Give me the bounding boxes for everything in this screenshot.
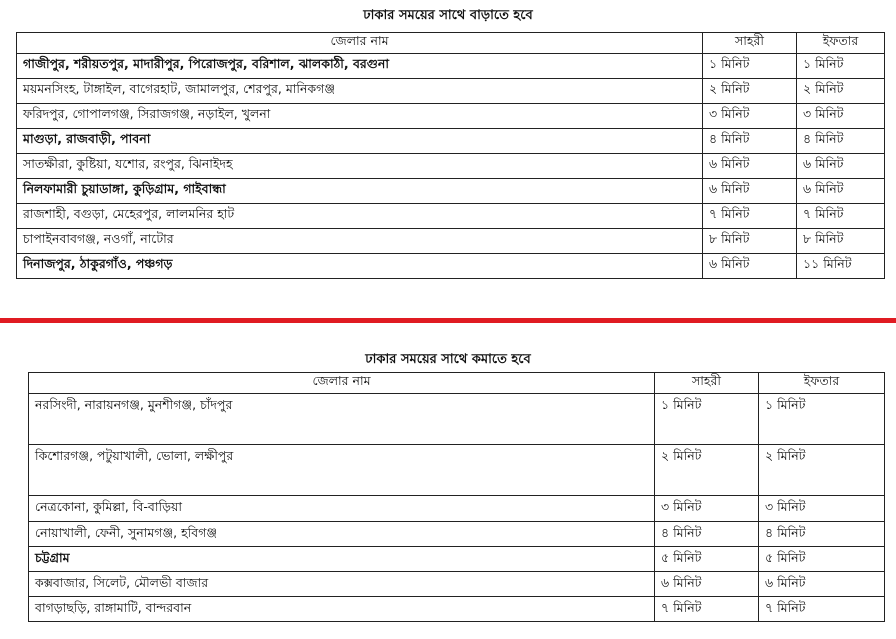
sahri-cell: ৭ মিনিট <box>655 597 759 622</box>
district-cell: নেত্রকোনা, কুমিল্লা, বি-বাড়িয়া <box>29 496 655 522</box>
iftar-cell: ৪ মিনিট <box>797 129 885 154</box>
district-cell: সাতক্ষীরা, কুষ্টিয়া, যশোর, রংপুর, ঝিনাইদহ <box>17 154 703 179</box>
iftar-cell: ৬ মিনিট <box>797 179 885 204</box>
district-cell: মাগুড়া, রাজবাড়ী, পাবনা <box>17 129 703 154</box>
table2-title: ঢাকার সময়ের সাথে কমাতে হবে <box>365 352 531 367</box>
iftar-cell: ৫ মিনিট <box>759 547 885 572</box>
section-divider <box>0 318 896 323</box>
iftar-cell: ২ মিনিট <box>759 445 885 496</box>
table-row <box>17 204 885 229</box>
iftar-cell: ৩ মিনিট <box>759 496 885 522</box>
table-row <box>17 54 885 79</box>
iftar-cell: ৪ মিনিট <box>759 522 885 547</box>
header-district: জেলার নাম <box>17 33 703 54</box>
table-row <box>17 104 885 129</box>
table-row <box>17 179 885 204</box>
header-sahri: সাহরী <box>703 33 797 54</box>
increase-time-table <box>16 32 885 279</box>
sahri-cell: ৪ মিনিট <box>703 129 797 154</box>
table-row <box>17 129 885 154</box>
table-row <box>17 254 885 279</box>
district-cell: ময়মনসিংহ, টাঙ্গাইল, বাগেরহাট, জামালপুর, শেরপুর, মানিকগঞ্জ <box>17 79 703 104</box>
sahri-cell: ৪ মিনিট <box>655 522 759 547</box>
header-iftar: ইফতার <box>797 33 885 54</box>
district-cell: গাজীপুর, শরীয়তপুর, মাদারীপুর, পিরোজপুর, বরিশাল, ঝালকাঠী, বরগুনা <box>17 54 703 79</box>
table-row <box>29 496 885 522</box>
sahri-cell: ১ মিনিট <box>655 394 759 445</box>
sahri-cell: ৬ মিনিট <box>655 572 759 597</box>
district-cell: কক্সবাজার, সিলেট, মৌলভী বাজার <box>29 572 655 597</box>
table-row <box>17 229 885 254</box>
sahri-cell: ৩ মিনিট <box>655 496 759 522</box>
sahri-cell: ১ মিনিট <box>703 54 797 79</box>
district-cell: রাজশাহী, বগুড়া, মেহেরপুর, লালমনির হাট <box>17 204 703 229</box>
header-iftar: ইফতার <box>759 373 885 394</box>
district-cell: চট্টগ্রাম <box>29 547 655 572</box>
district-cell: ফরিদপুর, গোপালগঞ্জ, সিরাজগঞ্জ, নড়াইল, খুলনা <box>17 104 703 129</box>
table-row <box>29 394 885 445</box>
iftar-cell: ৭ মিনিট <box>759 597 885 622</box>
sahri-cell: ৫ মিনিট <box>655 547 759 572</box>
sahri-cell: ৭ মিনিট <box>703 204 797 229</box>
district-cell: বাগড়াছড়ি, রাঙ্গামাটি, বান্দরবান <box>29 597 655 622</box>
district-cell: নিলফামারী চুয়াডাঙ্গা, কুড়িগ্রাম, গাইবান্ধা <box>17 179 703 204</box>
district-cell: দিনাজপুর, ঠাকুরগাঁও, পঞ্চগড় <box>17 254 703 279</box>
iftar-cell: ৬ মিনিট <box>797 154 885 179</box>
iftar-cell: ১১ মিনিট <box>797 254 885 279</box>
district-cell: চাপাইনবাবগঞ্জ, নওগাঁ, নাটোর <box>17 229 703 254</box>
iftar-cell: ১ মিনিট <box>759 394 885 445</box>
table-header-row <box>29 373 885 394</box>
iftar-cell: ৮ মিনিট <box>797 229 885 254</box>
table-row <box>29 445 885 496</box>
sahri-cell: ৬ মিনিট <box>703 179 797 204</box>
iftar-cell: ১ মিনিট <box>797 54 885 79</box>
table-row <box>29 597 885 622</box>
table-row <box>17 154 885 179</box>
iftar-cell: ৬ মিনিট <box>759 572 885 597</box>
decrease-time-table <box>28 372 885 622</box>
table1-title: ঢাকার সময়ের সাথে বাড়াতে হবে <box>363 8 533 23</box>
header-sahri: সাহরী <box>655 373 759 394</box>
district-cell: নোয়াখালী, ফেনী, সুনামগঞ্জ, হবিগঞ্জ <box>29 522 655 547</box>
sahri-cell: ২ মিনিট <box>703 79 797 104</box>
table-row <box>29 572 885 597</box>
header-district: জেলার নাম <box>29 373 655 394</box>
table-row <box>17 79 885 104</box>
sahri-cell: ৩ মিনিট <box>703 104 797 129</box>
iftar-cell: ৩ মিনিট <box>797 104 885 129</box>
sahri-cell: ৬ মিনিট <box>703 254 797 279</box>
sahri-cell: ২ মিনিট <box>655 445 759 496</box>
table-row <box>29 547 885 572</box>
table-header-row <box>17 33 885 54</box>
iftar-cell: ২ মিনিট <box>797 79 885 104</box>
iftar-cell: ৭ মিনিট <box>797 204 885 229</box>
district-cell: নরসিংদী, নারায়নগঞ্জ, মুনশীগঞ্জ, চাঁদপুর <box>29 394 655 445</box>
sahri-cell: ৬ মিনিট <box>703 154 797 179</box>
table-row <box>29 522 885 547</box>
district-cell: কিশোরগঞ্জ, পটুয়াখালী, ভোলা, লক্ষীপুর <box>29 445 655 496</box>
sahri-cell: ৮ মিনিট <box>703 229 797 254</box>
